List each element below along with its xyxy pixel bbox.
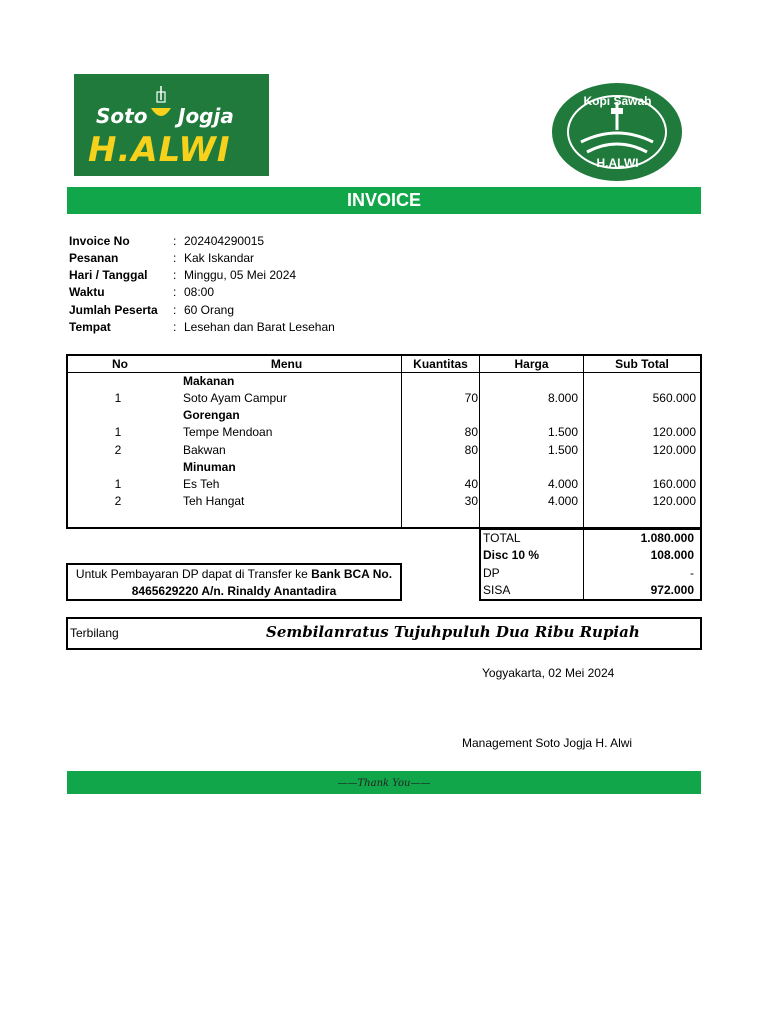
info-value: 202404290015: [184, 234, 265, 248]
total-label: TOTAL: [483, 531, 521, 545]
logo-word-jogja: Jogja: [178, 104, 234, 128]
row-menu: Bakwan: [183, 443, 226, 457]
info-label: Tempat: [69, 320, 111, 334]
info-row-tempat: [69, 319, 469, 336]
terbilang-value: Sembilanratus Tujuhpuluh Dua Ribu Rupiah: [266, 623, 640, 641]
discount-label: Disc 10 %: [483, 548, 540, 562]
transfer-info-box: [66, 563, 402, 601]
totals-box: [479, 528, 702, 601]
info-label: Hari / Tanggal: [69, 268, 148, 282]
info-colon: :: [173, 320, 177, 334]
header-price: Harga: [514, 357, 549, 371]
terbilang-box: [66, 617, 702, 650]
info-row-waktu: [69, 284, 469, 301]
info-colon: :: [173, 251, 177, 265]
total-value: 1.080.000: [640, 531, 694, 545]
row-no: 1: [114, 425, 122, 439]
bowl-icon: [149, 84, 173, 124]
dp-value: -: [690, 566, 694, 580]
sisa-label: SISA: [483, 583, 511, 597]
row-price: 8.000: [547, 391, 578, 405]
dp-label: DP: [483, 566, 500, 580]
terbilang-label: Terbilang: [70, 626, 119, 640]
info-colon: :: [173, 285, 177, 299]
management-signature: Management Soto Jogja H. Alwi: [462, 736, 633, 750]
info-label: Jumlah Peserta: [69, 303, 158, 317]
row-subtotal: 120.000: [652, 443, 696, 457]
row-menu: Tempe Mendoan: [183, 425, 273, 439]
info-value: Kak Iskandar: [184, 251, 255, 265]
footer-bar: [67, 771, 701, 794]
info-row-invoice-no: [69, 233, 469, 250]
transfer-line-2: 8465629220 A/n. Rinaldy Anantadira: [131, 584, 337, 598]
header-qty: Kuantitas: [413, 357, 468, 371]
header-menu: Menu: [270, 357, 303, 371]
discount-value: 108.000: [650, 548, 694, 562]
info-colon: :: [173, 234, 177, 248]
invoice-title: INVOICE: [67, 187, 701, 214]
sisa-value: 972.000: [650, 583, 694, 597]
logo-word-soto: Soto: [96, 104, 148, 128]
sisa-row: [481, 582, 700, 599]
row-qty: 70: [464, 391, 478, 405]
thank-you-text: Thank You: [357, 778, 411, 789]
soto-jogja-logo: [74, 74, 269, 176]
row-subtotal: 120.000: [652, 494, 696, 508]
row-menu: Es Teh: [183, 477, 220, 491]
info-value: Lesehan dan Barat Lesehan: [184, 320, 335, 334]
info-colon: :: [173, 268, 177, 282]
row-price: 1.500: [547, 443, 578, 457]
row-qty: 80: [464, 425, 478, 439]
category-label: Gorengan: [183, 408, 240, 422]
category-label: Makanan: [183, 374, 235, 388]
transfer-prefix: Untuk Pembayaran DP dapat di Transfer ke: [75, 567, 312, 581]
info-label: Waktu: [69, 285, 105, 299]
row-no: 2: [114, 443, 122, 457]
row-menu: Teh Hangat: [183, 494, 245, 508]
row-price: 1.500: [547, 425, 578, 439]
info-row-pesanan: [69, 250, 469, 267]
discount-row: [481, 547, 700, 564]
row-subtotal: 120.000: [652, 425, 696, 439]
row-menu: Soto Ayam Campur: [183, 391, 287, 405]
row-price: 4.000: [547, 477, 578, 491]
transfer-bank: Bank BCA No.: [311, 567, 393, 581]
logo-text-kopi-sawah: Kopi Sawah: [583, 94, 652, 108]
info-row-hari-tanggal: [69, 267, 469, 284]
info-label: Invoice No: [69, 234, 130, 248]
header-no: No: [112, 357, 128, 371]
kopi-sawah-logo: [551, 82, 684, 182]
thank-you-dashes-right: ——: [410, 778, 431, 789]
row-no: 2: [114, 494, 122, 508]
info-label: Pesanan: [69, 251, 119, 265]
info-value: Minggu, 05 Mei 2024: [184, 268, 297, 282]
total-row: [481, 530, 700, 547]
place-date: Yogyakarta, 02 Mei 2024: [482, 666, 615, 680]
row-qty: 80: [464, 443, 478, 457]
logo-text-halwi: H.ALWI: [596, 156, 639, 170]
row-qty: 40: [464, 477, 478, 491]
row-qty: 30: [464, 494, 478, 508]
info-colon: :: [173, 303, 177, 317]
info-value: 08:00: [184, 285, 215, 299]
transfer-line-1: [68, 566, 400, 583]
header-subtotal: Sub Total: [615, 357, 669, 371]
row-no: 1: [114, 391, 122, 405]
row-subtotal: 560.000: [652, 391, 696, 405]
info-row-jumlah-peserta: [69, 302, 469, 319]
dp-row: [481, 565, 700, 582]
info-value: 60 Orang: [184, 303, 235, 317]
logo-word-halwi: H.ALWI: [88, 130, 231, 170]
row-subtotal: 160.000: [652, 477, 696, 491]
items-table: [66, 354, 702, 529]
row-price: 4.000: [547, 494, 578, 508]
row-no: 1: [114, 477, 122, 491]
category-label: Minuman: [183, 460, 236, 474]
thank-you-dashes-left: ——: [337, 778, 358, 789]
